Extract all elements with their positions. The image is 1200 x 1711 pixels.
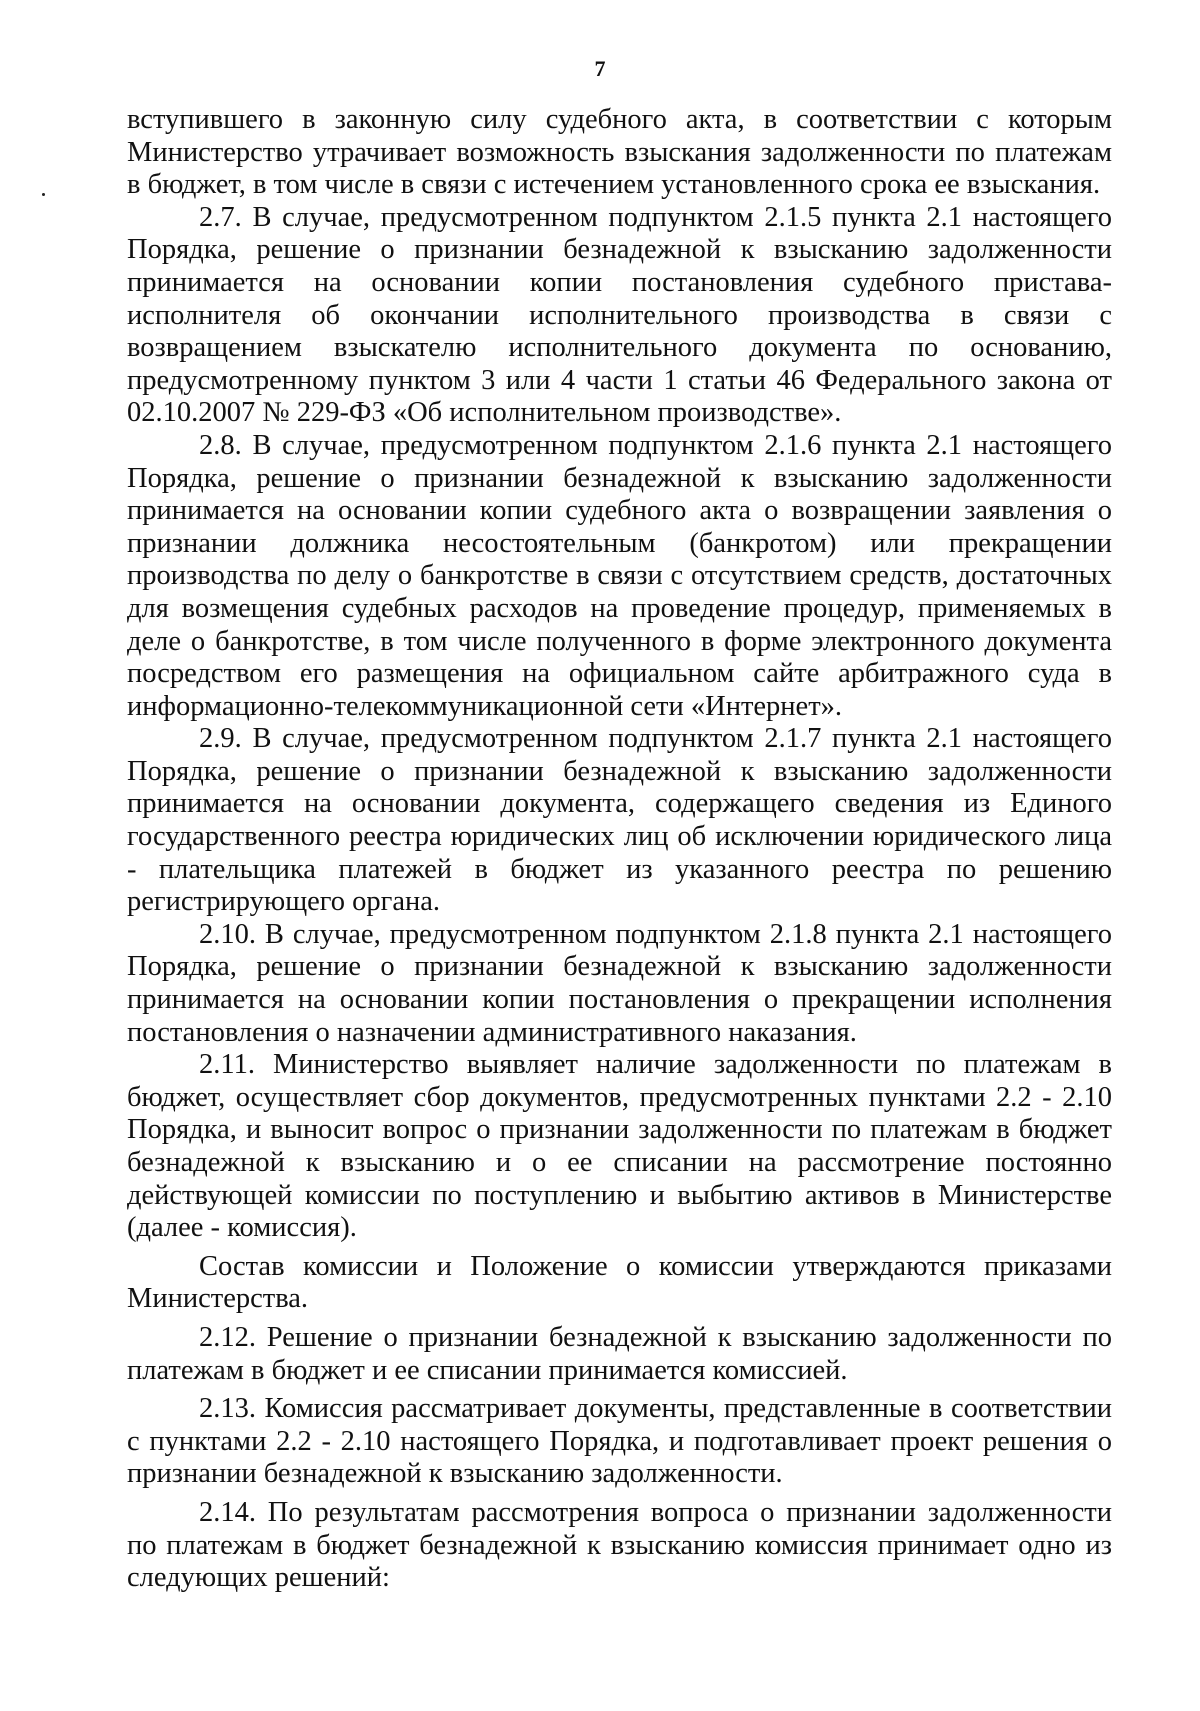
paragraph-2-12: 2.12. Решение о признании безнадежной к взысканию задолженности по платежам в бюджет и ее списании принимается комиссией. (127, 1321, 1112, 1386)
paragraph-2-9: 2.9. В случае, предусмотренном подпунктом 2.1.7 пункта 2.1 настоящего Порядка, решение о признании безнадежной к взысканию задолженности принимается на основании документа, содержащего сведения из Единого государственного реестра юридических лиц об исключении юридического лица - плательщика платежей в бюджет из указанного реестра по решению регистрирующего органа. (127, 723, 1112, 918)
paragraph-2-14: 2.14. По результатам рассмотрения вопроса о признании задолженности по платежам в бюджет безнадежной к взысканию комиссия принимает одно из следующих решений: (127, 1496, 1112, 1594)
scan-speck (42, 193, 45, 196)
paragraph-2-13: 2.13. Комиссия рассматривает документы, представленные в соответствии с пунктами 2.2 - 2.10 настоящего Порядка, и подготавливает проект решения о признании безнадежной к взысканию задолженности. (127, 1393, 1112, 1490)
page-number: 7 (594, 56, 606, 81)
paragraph-commission-composition: Состав комиссии и Положение о комиссии утверждаются приказами Министерства. (127, 1250, 1112, 1315)
paragraph-2-10: 2.10. В случае, предусмотренном подпунктом 2.1.8 пункта 2.1 настоящего Порядка, решение о признании безнадежной к взысканию задолженности принимается на основании копии постановления о прекращении исполнения постановления о назначении административного наказания. (127, 918, 1112, 1048)
paragraph-2-8: 2.8. В случае, предусмотренном подпунктом 2.1.6 пункта 2.1 настоящего Порядка, решение о признании безнадежной к взысканию задолженности принимается на основании копии судебного акта о возвращении заявления о признании должника несостоятельным (банкротом) или прекращении производства по делу о банкротстве в связи с отсутствием средств, достаточных для возмещения судебных расходов на проведение процедур, применяемых в деле о банкротстве, в том числе полученного в форме электронного документа посредством его размещения на официальном сайте арбитражного суда в информационно-телекоммуникационной сети «Интернет». (127, 429, 1112, 722)
paragraph-continuation: вступившего в законную силу судебного акта, в соответствии с которым Министерство утрачивает возможность взыскания задолженности по платежам в бюджет, в том числе в связи с истечением установленного срока ее взыскания. (127, 104, 1112, 201)
paragraph-2-7: 2.7. В случае, предусмотренном подпунктом 2.1.5 пункта 2.1 настоящего Порядка, решение о признании безнадежной к взысканию задолженности принимается на основании копии постановления судебного пристава-исполнителя об окончании исполнительного производства в связи с возвращением взыскателю исполнительного документа по основанию, предусмотренному пунктом 3 или 4 части 1 статьи 46 Федерального закона от 02.10.2007 № 229-ФЗ «Об исполнительном производстве». (127, 201, 1112, 429)
paragraph-2-11: 2.11. Министерство выявляет наличие задолженности по платежам в бюджет, осуществляет сбор документов, предусмотренных пунктами 2.2 - 2.10 Порядка, и выносит вопрос о признании задолженности по платежам в бюджет безнадежной к взысканию и о ее списании на рассмотрение постоянно действующей комиссии по поступлению и выбытию активов в Министерстве (далее - комиссия). (127, 1049, 1112, 1244)
document-body (127, 104, 1112, 1595)
